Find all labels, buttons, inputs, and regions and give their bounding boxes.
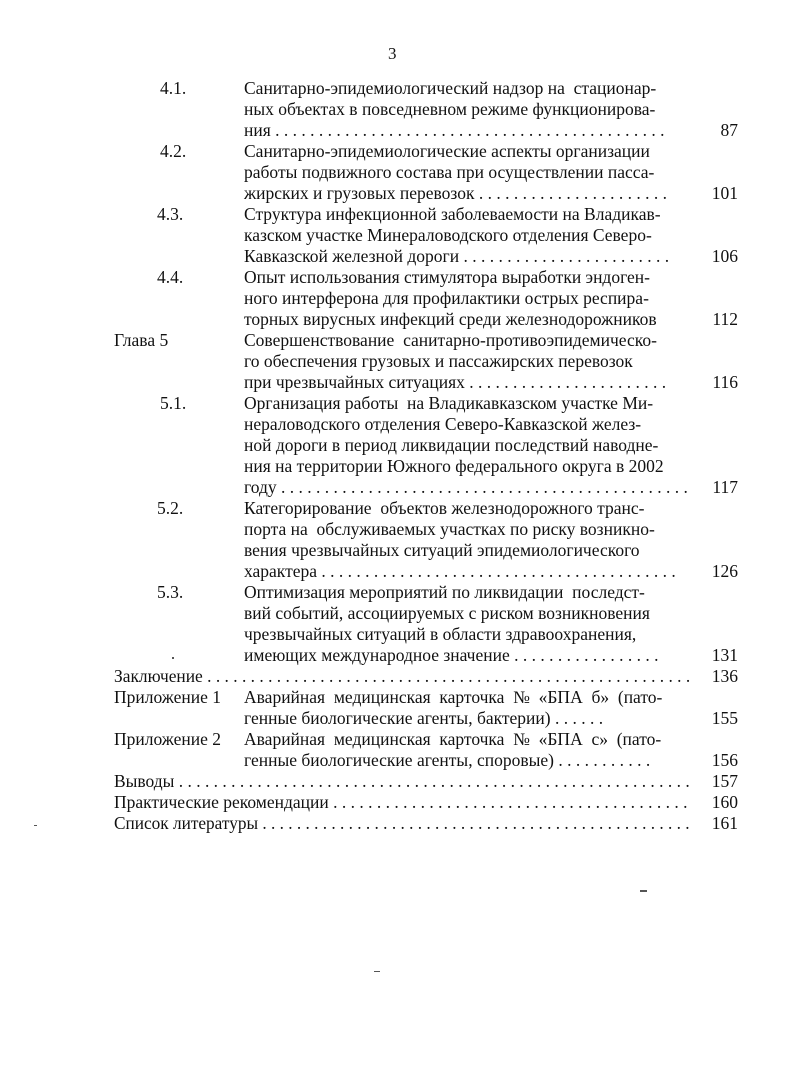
toc-entry-text: работы подвижного состава при осуществлении пасса- xyxy=(244,162,655,182)
toc-entry-number: 5.1. xyxy=(160,393,187,413)
toc-entry-text: го обеспечения грузовых и пассажирских перевозок xyxy=(244,351,633,371)
toc-page-ref: 106 xyxy=(711,246,738,266)
toc-page-ref: 87 xyxy=(720,120,738,140)
toc-entry-number: 5.2. xyxy=(157,498,184,518)
toc-entry-text: ной дороги в период ликвидации последствий наводне- xyxy=(244,435,659,455)
toc-entry-text: жирских и грузовых перевозок . . . . . . . . . . . . . . . . . . . . . . xyxy=(244,183,667,203)
toc-back-entry: Выводы . . . . . . . . . . . . . . . . . . . . . . . . . . . . . . . . . . . . . . . . . . . . . . . . . . . . . . . . . . . xyxy=(114,771,690,791)
toc-entry-number: 4.3. xyxy=(157,204,184,224)
toc-entry-text: генные биологические агенты, споровые) . . . . . . . . . . . xyxy=(244,750,651,770)
toc-entry-text: Аварийная медицинская карточка № «БПА б» (пато- xyxy=(244,687,663,707)
toc-back-entry: Список литературы . . . . . . . . . . . . . . . . . . . . . . . . . . . . . . . . . . . . . . . . . . . . . . . . . . xyxy=(114,813,690,833)
toc-entry-text: торных вирусных инфекций среди железнодорожников xyxy=(244,309,657,329)
toc-page-ref: 112 xyxy=(712,309,738,329)
toc-entry-text: вий событий, ассоциируемых с риском возникновения xyxy=(244,603,650,623)
scan-speck xyxy=(374,971,380,972)
toc-entry-text: Аварийная медицинская карточка № «БПА с» (пато- xyxy=(244,729,662,749)
toc-entry-text: генные биологические агенты, бактерии) . . . . . . xyxy=(244,708,604,728)
toc-entry-text: Кавказской железной дороги . . . . . . . . . . . . . . . . . . . . . . . . xyxy=(244,246,670,266)
toc-entry-number: 4.1. xyxy=(160,78,187,98)
toc-entry-text: Санитарно-эпидемиологические аспекты организации xyxy=(244,141,650,161)
toc-page-ref: 157 xyxy=(711,771,738,791)
page-number: 3 xyxy=(388,44,397,63)
toc-page-ref: 126 xyxy=(711,561,738,581)
toc-page-ref: 155 xyxy=(711,708,738,728)
toc-entry-text: ного интерферона для профилактики острых респира- xyxy=(244,288,649,308)
scan-speck xyxy=(640,890,647,892)
toc-entry-text: ния на территории Южного федерального округа в 2002 xyxy=(244,456,664,476)
toc-entry-text: Организация работы на Владикавказском участке Ми- xyxy=(244,393,654,413)
toc-entry-number: 4.2. xyxy=(160,141,187,161)
toc-page-ref: 136 xyxy=(711,666,738,686)
scan-speck xyxy=(172,657,174,659)
toc-entry-text: году . . . . . . . . . . . . . . . . . . . . . . . . . . . . . . . . . . . . . . . . . . . . . . . xyxy=(244,477,688,497)
toc-entry-text: при чрезвычайных ситуациях . . . . . . . . . . . . . . . . . . . . . . . xyxy=(244,372,667,392)
toc-page-ref: 156 xyxy=(711,750,738,770)
toc-back-entry: Практические рекомендации . . . . . . . . . . . . . . . . . . . . . . . . . . . . . . . . . . . . . . . . . xyxy=(114,792,688,812)
toc-page-ref: 117 xyxy=(712,477,738,497)
toc-page-ref: 101 xyxy=(711,183,738,203)
toc-entry-number: 4.4. xyxy=(157,267,184,287)
toc-entry-text: нераловодского отделения Северо-Кавказской желез- xyxy=(244,414,642,434)
toc-entry-text: ных объектах в повседневном режиме функционирова- xyxy=(244,99,656,119)
toc-entry-text: Структура инфекционной заболеваемости на Владикав- xyxy=(244,204,661,224)
toc-entry-text: Санитарно-эпидемиологический надзор на стационар- xyxy=(244,78,657,98)
toc-entry-text: Совершенствование санитарно-противоэпидемическо- xyxy=(244,330,657,350)
toc-page-ref: 161 xyxy=(711,813,738,833)
toc-appendix-label: Приложение 1 xyxy=(114,687,222,707)
toc-page-ref: 116 xyxy=(712,372,738,392)
toc-appendix-label: Приложение 2 xyxy=(114,729,222,749)
toc-entry-text: характера . . . . . . . . . . . . . . . . . . . . . . . . . . . . . . . . . . . . . . . . . xyxy=(244,561,676,581)
toc-entry-number: 5.3. xyxy=(157,582,184,602)
toc-entry-text: Оптимизация мероприятий по ликвидации последст- xyxy=(244,582,645,602)
toc-entry-text: Опыт использования стимулятора выработки эндоген- xyxy=(244,267,650,287)
toc-chapter-label: Глава 5 xyxy=(114,330,169,350)
toc-entry-text: ния . . . . . . . . . . . . . . . . . . . . . . . . . . . . . . . . . . . . . . . . . . . . . xyxy=(244,120,665,140)
toc-page-ref: 131 xyxy=(711,645,738,665)
toc-entry-text: имеющих международное значение . . . . . . . . . . . . . . . . . xyxy=(244,645,659,665)
toc-entry-text: вения чрезвычайных ситуаций эпидемиологического xyxy=(244,540,640,560)
toc-entry-text: порта на обслуживаемых участках по риску возникно- xyxy=(244,519,655,539)
toc-entry-text: казском участке Минераловодского отделения Северо- xyxy=(244,225,652,245)
toc-page-ref: 160 xyxy=(711,792,738,812)
toc-back-entry: Заключение . . . . . . . . . . . . . . . . . . . . . . . . . . . . . . . . . . . . . . . . . . . . . . . . . . . . . . . . xyxy=(114,666,691,686)
toc-entry-text: Категорирование объектов железнодорожного транс- xyxy=(244,498,645,518)
toc-entry-text: чрезвычайных ситуаций в области здравоохранения, xyxy=(244,624,637,644)
scan-speck xyxy=(34,825,37,826)
